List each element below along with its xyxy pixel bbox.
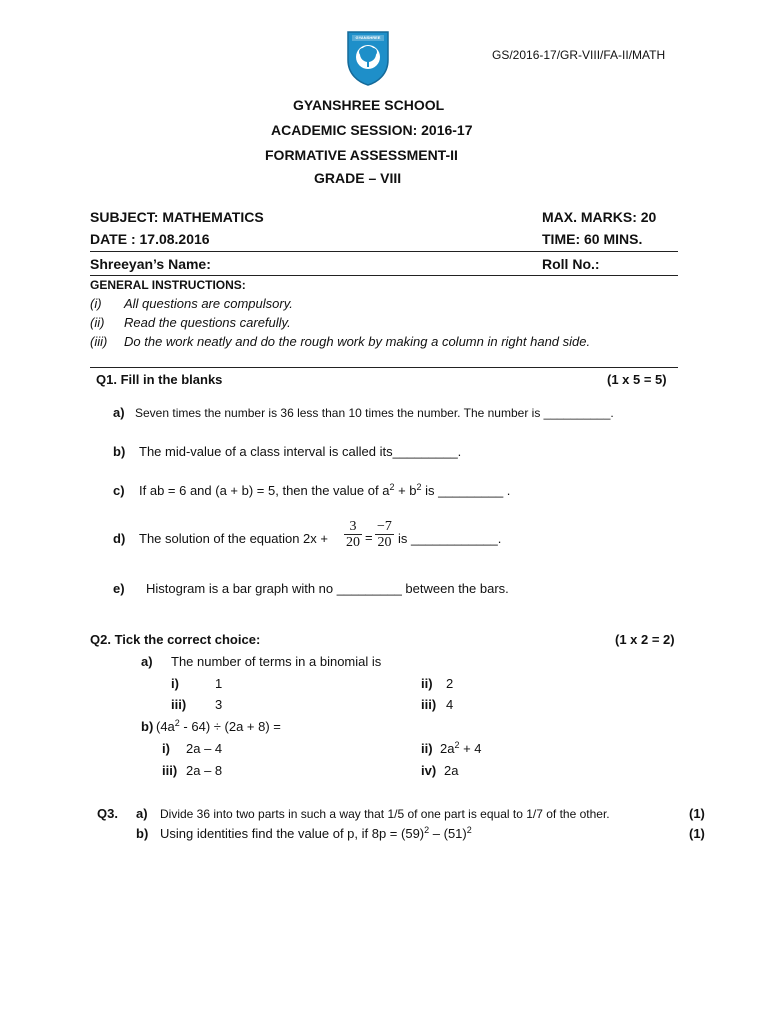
q2a-text: The number of terms in a binomial is [171, 654, 382, 669]
fraction-denominator: 20 [346, 535, 360, 550]
option-text: 4 [446, 697, 454, 712]
q1e-text: Histogram is a bar graph with no _________ between the bars. [146, 581, 509, 596]
date-label: DATE : 17.08.2016 [90, 231, 210, 247]
fraction [344, 519, 362, 550]
q3b-text-part: Using identities find the value of p, if 8p = (59) [160, 826, 425, 841]
option-text: 1 [215, 676, 223, 691]
divider [90, 367, 678, 368]
option-text: 2a – 8 [186, 763, 223, 778]
q1c-text-part: is _________ . [421, 483, 511, 498]
option-text: 2a [444, 763, 459, 778]
fraction-numerator: −7 [377, 519, 392, 534]
instruction-number: (ii) [90, 315, 105, 330]
q2b-text-part: (4a [156, 719, 175, 734]
option-number: iii) [171, 697, 187, 712]
option-text [440, 741, 482, 756]
equals-sign: = [365, 530, 373, 545]
q1-marks: (1 x 5 = 5) [607, 372, 667, 387]
instruction-text: All questions are compulsory. [124, 296, 293, 311]
instruction-text: Read the questions carefully. [124, 315, 291, 330]
q2-title: Q2. Tick the correct choice: [90, 632, 261, 647]
q2b-label: b) [141, 719, 154, 734]
exponent: 2 [389, 482, 395, 492]
q1d-text: is ____________. [398, 531, 502, 546]
q1c-label: c) [113, 483, 125, 498]
divider [90, 251, 678, 252]
max-marks-label: MAX. MARKS: 20 [542, 209, 657, 225]
fraction-denominator: 20 [377, 535, 392, 550]
divider [90, 275, 678, 276]
q1e-label: e) [113, 581, 125, 596]
q1c-text [139, 483, 510, 498]
grade-label: GRADE – VIII [314, 170, 402, 186]
q3b-text-part: – (51) [429, 826, 467, 841]
instruction-number: (i) [90, 296, 102, 311]
option-text: 2 [446, 676, 454, 691]
exponent: 2 [416, 482, 422, 492]
option-text-part: + 4 [459, 741, 482, 756]
q1b-text: The mid-value of a class interval is called its_________. [139, 444, 462, 459]
fraction [375, 519, 394, 550]
q3b-label: b) [136, 826, 149, 841]
q2b-text-part: - 64) ÷ (2a + 8) = [179, 719, 281, 734]
q1d-label: d) [113, 531, 126, 546]
q3a-text: Divide 36 into two parts in such a way that 1/5 of one part is equal to 1/7 of the other. [160, 807, 610, 821]
fraction-numerator: 3 [344, 519, 362, 535]
q3a-marks: (1) [689, 806, 705, 821]
student-name-label: Shreeyan’s Name: [90, 256, 211, 272]
q2a-label: a) [141, 654, 153, 669]
instruction-number: (iii) [90, 334, 108, 349]
option-text: 2a – 4 [186, 741, 223, 756]
option-text-part: 2a [440, 741, 455, 756]
q3a-label: a) [136, 806, 148, 821]
q2-marks: (1 x 2 = 2) [615, 632, 675, 647]
option-number: i) [162, 741, 170, 756]
school-name: GYANSHREE SCHOOL [293, 97, 445, 113]
exponent: 2 [174, 718, 180, 728]
option-number: iii) [421, 697, 437, 712]
q1a-label: a) [113, 405, 125, 420]
option-number: ii) [421, 676, 433, 691]
time-label: TIME: 60 MINS. [542, 231, 643, 247]
exponent: 2 [424, 825, 430, 835]
q1a-text: Seven times the number is 36 less than 10 times the number. The number is __________. [135, 406, 614, 420]
instruction-text: Do the work neatly and do the rough work by making a column in right hand side. [124, 334, 591, 349]
option-number: iii) [162, 763, 178, 778]
reference-code: GS/2016-17/GR-VIII/FA-II/MATH [492, 48, 666, 62]
q1c-text-part: + b [394, 483, 417, 498]
option-number: iv) [421, 763, 437, 778]
option-number: i) [171, 676, 179, 691]
roll-number-label: Roll No.: [542, 256, 600, 272]
school-logo [346, 30, 390, 86]
q1c-text-part: If ab = 6 and (a + b) = 5, then the value of a [139, 483, 390, 498]
academic-session: ACADEMIC SESSION: 2016-17 [271, 122, 473, 138]
option-text: 3 [215, 697, 223, 712]
instructions-heading: GENERAL INSTRUCTIONS: [90, 278, 246, 292]
q1-title: Q1. Fill in the blanks [96, 372, 223, 387]
q3-title: Q3. [97, 806, 118, 821]
q1d-text: The solution of the equation 2x + [139, 531, 328, 546]
q2b-text [156, 719, 281, 734]
q1b-label: b) [113, 444, 126, 459]
exponent: 2 [454, 740, 460, 750]
option-number: ii) [421, 741, 433, 756]
logo-text: GYANSHREE [355, 35, 381, 40]
q3b-marks: (1) [689, 826, 705, 841]
subject-label: SUBJECT: MATHEMATICS [90, 209, 264, 225]
assessment-title: FORMATIVE ASSESSMENT-II [265, 147, 458, 163]
q3b-text [160, 826, 472, 841]
exponent: 2 [466, 825, 472, 835]
